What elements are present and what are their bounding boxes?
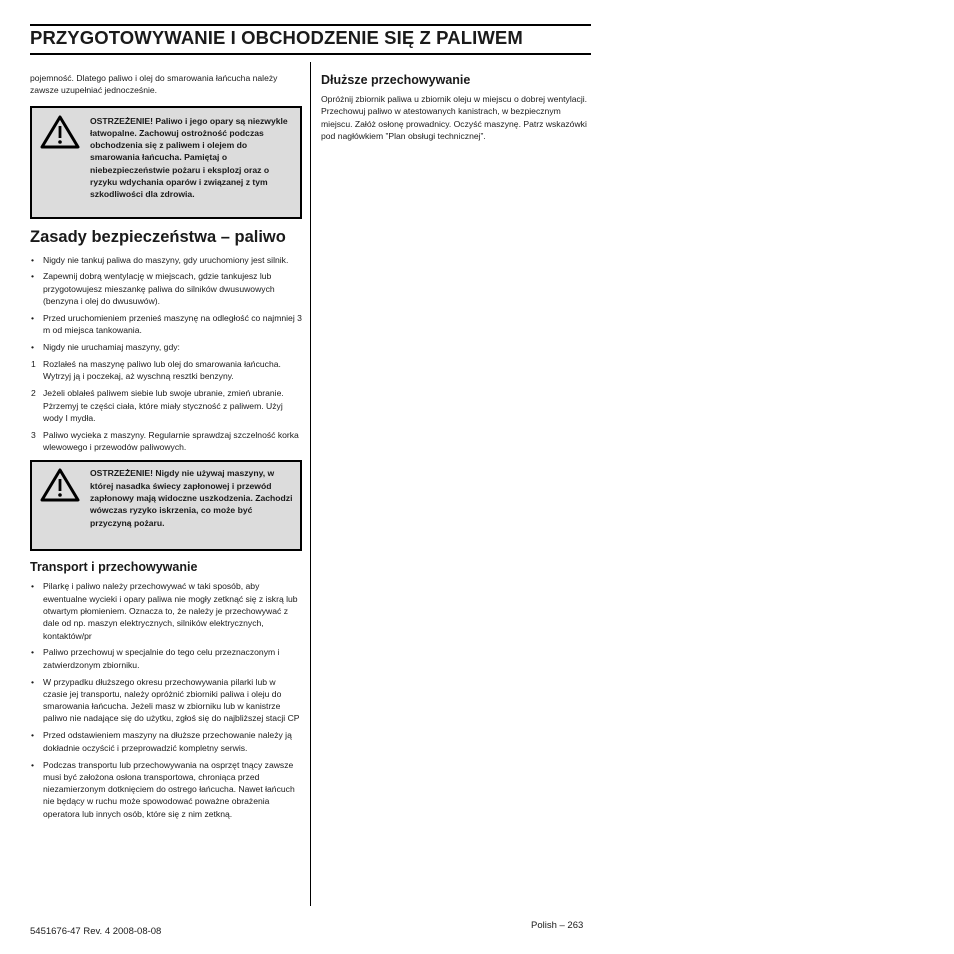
list-item: • Nigdy nie uruchamiaj maszyny, gdy: xyxy=(31,342,180,353)
section-heading-long-storage: Dłuższe przechowywanie xyxy=(321,73,471,87)
intro-paragraph: pojemność. Dlatego paliwo i olej do smarowania łańcucha należy zawsze uzupełniać jednocześnie. xyxy=(30,73,278,96)
section-heading-transport: Transport i przechowywanie xyxy=(30,560,198,575)
header-rule-bottom xyxy=(30,53,591,55)
list-item: 1 Rozlałeś na maszynę paliwo lub olej do smarowania łańcucha. Wytrzyj ją i poczekaj, aż wyschną resztki benzyny. xyxy=(31,359,281,382)
transport-list xyxy=(30,580,302,820)
column-divider xyxy=(310,62,311,906)
footer-document-id: 5451676-47 Rev. 4 2008-08-08 xyxy=(30,926,162,937)
warning-box-fuel xyxy=(30,106,302,219)
fuel-safety-list xyxy=(30,254,302,454)
right-column xyxy=(321,72,591,142)
warning-triangle-icon xyxy=(40,468,80,502)
list-item: • Podczas transportu lub przechowywania na osprzęt tnący zawsze musi być założona osłona transportowa, chroniąca przed niezamierzonym dotknięciem do ostrego łańcucha. Nawet łańcuch nie będący w ruchu może spowodować poważne obrażenia operatora lub innych osób, które się z nim zetkną. xyxy=(31,759,295,819)
list-item: • Zapewnij dobrą wentylację w miejscach, gdzie tankujesz lub przygotowujesz mieszankę paliwa do silników dwusuwowych (benzyna i olej do dwusuwów). xyxy=(31,271,275,307)
warning-box-spark xyxy=(30,460,302,551)
warning-text-spark: OSTRZEŻENIE! Nigdy nie używaj maszyny, w której nasadka świecy zapłonowej i przewód zapłonowy mają widoczne uszkodzenia. Zachodzi wówczas ryzyko iskrzenia, co może być przyczyną pożaru. xyxy=(90,468,293,528)
list-item: • Przed odstawieniem maszyny na dłuższe przechowanie należy ją dokładnie oczyścić i przeprowadzić kompletny serwis. xyxy=(31,730,292,753)
left-column xyxy=(30,72,302,825)
long-storage-paragraph: Opróżnij zbiornik paliwa u zbiornik oleju w miejscu o dobrej wentylacji. Przechowuj paliwo w atestowanych kanistrach, w bezpiecznym miejscu. Załóż osłonę prowadnicy. Oczyść maszynę. Patrz wskazówki pod nagłówkiem ”Plan obsługi technicznej”. xyxy=(321,94,588,141)
list-item: • Nigdy nie tankuj paliwa do maszyny, gdy uruchomiony jest silnik. xyxy=(31,254,289,265)
header-rule-top xyxy=(30,24,591,26)
list-item: • Przed uruchomieniem przenieś maszynę na odległość co najmniej 3 m od miejsca tankowania. xyxy=(31,312,302,336)
footer-page-number: Polish – 263 xyxy=(531,920,584,931)
list-item: • W przypadku dłuższego okresu przechowywania pilarki lub w czasie jej transportu, należy opróżnić zbiorniki paliwa i oleju do smarowania łańcucha. Jeżeli masz w zbiorniku lub w kanistrze paliwo nie nadające się do użytku, zgłoś się do najbliższej stacji CP xyxy=(31,676,300,724)
section-heading-fuel-safety: Zasady bezpieczeństwa – paliwo xyxy=(30,227,286,246)
list-item: 3 Paliwo wycieka z maszyny. Regularnie sprawdzaj szczelność korka wlewowego i przewodów paliwowych. xyxy=(31,429,299,453)
list-item: • Paliwo przechowuj w specjalnie do tego celu przeznaczonym i zatwierdzonym zbiorniku. xyxy=(31,647,280,670)
list-item: 2 Jeżeli oblałeś paliwem siebie lub swoje ubranie, zmień ubranie. Pżrzemyj te części ciała, które miały styczność z paliwem. Użyj wody I mydła. xyxy=(31,388,284,423)
page-title: PRZYGOTOWYWANIE I OBCHODZENIE SIĘ Z PALIWEM xyxy=(30,27,523,48)
warning-text-fuel: OSTRZEŻENIE! Paliwo i jego opary są niezwykle łatwopalne. Zachowuj ostrożność podczas obchodzenia się z paliwem i olejem do smarowania łańcucha. Pamiętaj o niebezpieczeństwie pożaru i eksplozj oraz o ryzyku wdychania oparów i związanej z tym szkodliwości dla zdrowia. xyxy=(90,115,288,200)
warning-triangle-icon xyxy=(40,115,80,149)
list-item: • Pilarkę i paliwo należy przechowywać w taki sposób, aby ewentualne wycieki i opary paliwa nie mogły zetknąć się z iskrą lub otwartym płomieniem. Oznacza to, że należy je przechowywać z dale od np. maszyn elektrycznych, silników elektrycznych, kontaktów/pr xyxy=(31,581,298,641)
